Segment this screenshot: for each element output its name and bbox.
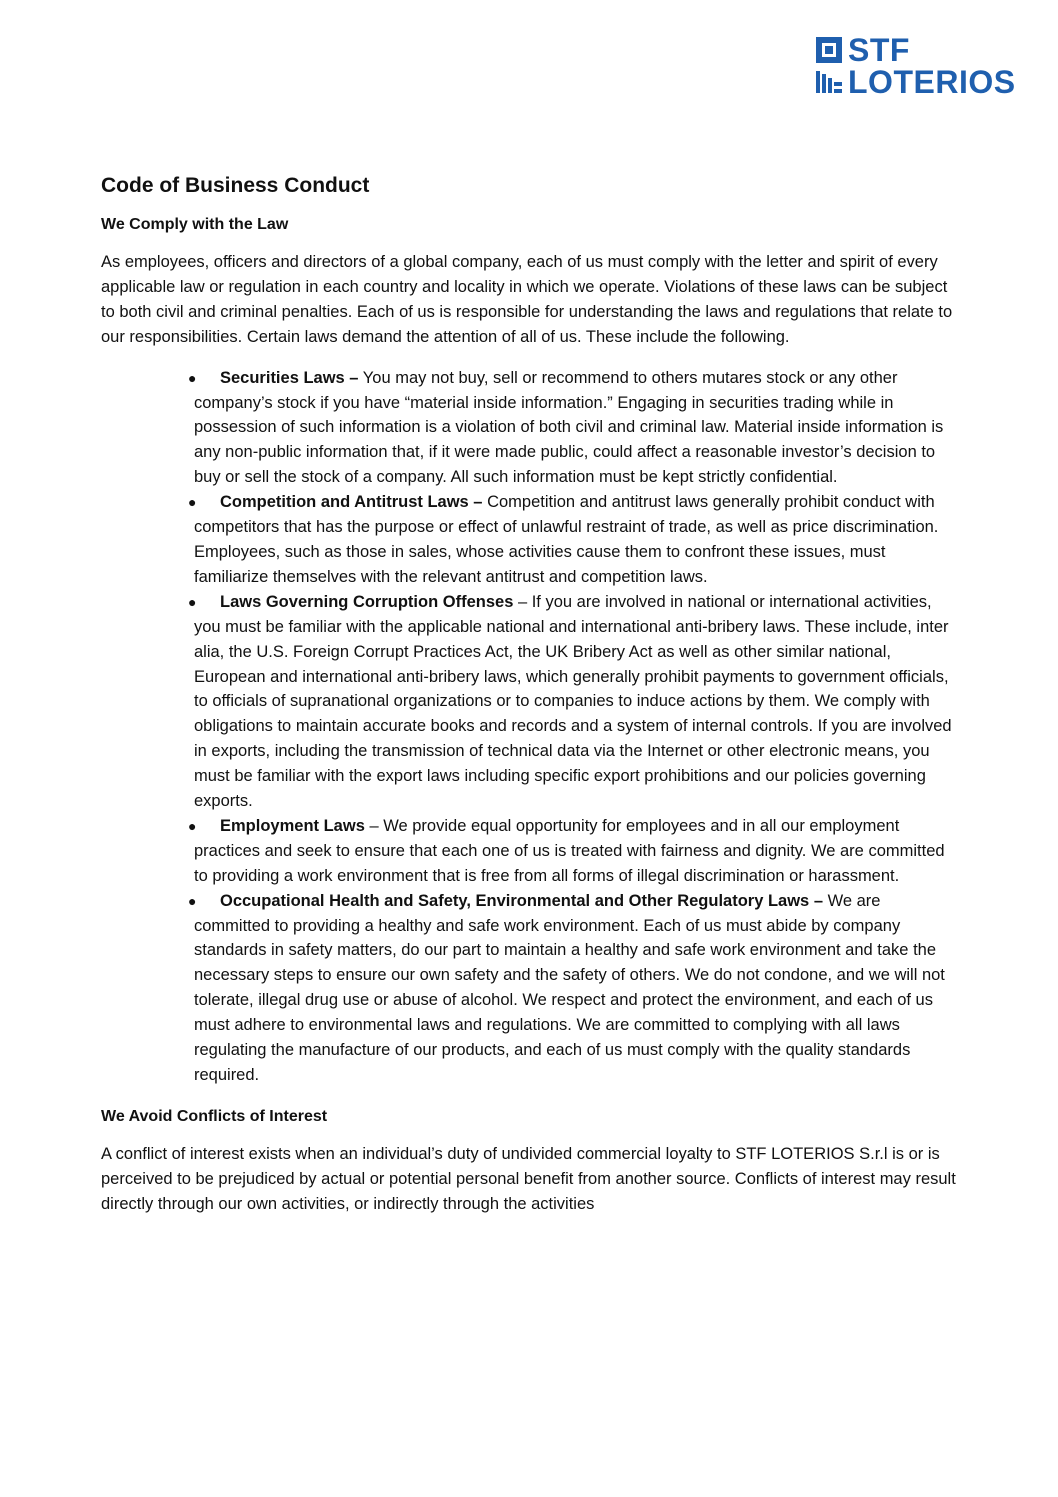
bullet-term: Securities Laws – xyxy=(220,368,359,387)
bullet-icon: ● xyxy=(188,817,197,834)
logo-line-1 xyxy=(816,34,1016,66)
bullet-description: – We provide equal opportunity for employees and in all our employment practices and seek to ensure that each one of us is treated with fairness and dignity. We are committed to providing a work environment that is free from all forms of illegal discrimination or harassment. xyxy=(194,816,945,885)
bullet-item-securities xyxy=(188,366,961,491)
document-title: Code of Business Conduct xyxy=(101,174,370,197)
bullet-description: Competition and antitrust laws generally prohibit conduct with competitors that has the purpose or effect of unlawful restraint of trade, as well as price discrimination. Employees, such as those in sales, whose activities cause them to confront these issues, must familiarize themselves with the relevant antitrust and competition laws. xyxy=(194,493,939,586)
bullet-description: – If you are involved in national or international activities, you must be familiar with the applicable national and international anti-bribery laws. These include, inter alia, the U.S. Foreign Corrupt Practices Act, the UK Bribery Act as well as other similar national, European and international anti-bribery laws, which generally prohibit payments to government officials, to officials of supranational organizations or to companies to induce actions by them. We comply with obligations to maintain accurate books and records and a system of internal controls. If you are involved in exports, including the transmission of technical data via the Internet or other electronic means, you must be familiar with the export laws including specific export prohibitions and our policies governing exports. xyxy=(194,592,952,811)
section-conflicts xyxy=(101,1106,961,1217)
section-intro-conflicts: A conflict of interest exists when an individual’s duty of undivided commercial loyalty to STF LOTERIOS S.r.l is or is perceived to be prejudiced by actual or potential personal benefit from another source. Conflicts of interest may result directly through our own activities, or indirectly through the activities xyxy=(101,1144,956,1213)
logo-text-loterios: LOTERIOS xyxy=(848,64,1016,100)
logo-text-stf: STF xyxy=(848,32,910,68)
section-intro-comply: As employees, officers and directors of a global company, each of us must comply with the letter and spirit of every applicable law or regulation in each country and locality in which we operate. Violations of these laws can be subject to both civil and criminal penalties. Each of us is responsible for understanding the laws and regulations that relate to our responsibilities. Certain laws demand the attention of all of us. These include the following. xyxy=(101,253,953,346)
bullet-item-competition xyxy=(188,490,961,590)
section-heading-comply: We Comply with the Law xyxy=(101,216,289,233)
bullet-icon: ● xyxy=(188,593,197,610)
bullet-icon: ● xyxy=(188,494,197,511)
bullet-term: Competition and Antitrust Laws – xyxy=(220,493,483,512)
bullet-item-health-safety xyxy=(188,889,961,1088)
section-heading-conflicts: We Avoid Conflicts of Interest xyxy=(101,1107,328,1125)
bullet-term: Laws Governing Corruption Offenses xyxy=(220,592,514,611)
bullet-term: Employment Laws xyxy=(220,816,365,835)
bullet-item-employment xyxy=(188,814,961,889)
company-logo xyxy=(816,34,1016,100)
document-body xyxy=(101,172,961,1233)
bullet-icon: ● xyxy=(188,892,197,909)
logo-line-2 xyxy=(816,66,1016,98)
bullet-description: You may not buy, sell or recommend to others mutares stock or any other company’s stock if you have “material inside information.” Engaging in securities trading while in possession of such information is a violation of both civil and criminal law. Material inside information is any non-public information that, if it were made public, could affect a reasonable investor’s decision to buy or sell the stock of a company. All such information must be kept strictly confidential. xyxy=(194,368,944,487)
bullet-item-corruption xyxy=(188,590,961,814)
logo-square-icon xyxy=(816,37,842,63)
bullet-icon: ● xyxy=(188,369,197,386)
bullet-description: We are committed to providing a healthy and safe work environment. Each of us must abide by company standards in safety matters, do our part to maintain a healthy and safe work environment and take the necessary steps to ensure our own safety and the safety of others. We do not condone, and we will not tolerate, illegal drug use or abuse of alcohol. We respect and protect the environment, and each of us must adhere to environmental laws and regulations. We are committed to complying with all laws regulating the manufacture of our products, and each of us must comply with the quality standards required. xyxy=(194,891,945,1084)
bullet-term: Occupational Health and Safety, Environmental and Other Regulatory Laws – xyxy=(220,891,823,910)
laws-bullet-list xyxy=(101,366,961,1088)
logo-stripes-icon xyxy=(816,69,842,95)
